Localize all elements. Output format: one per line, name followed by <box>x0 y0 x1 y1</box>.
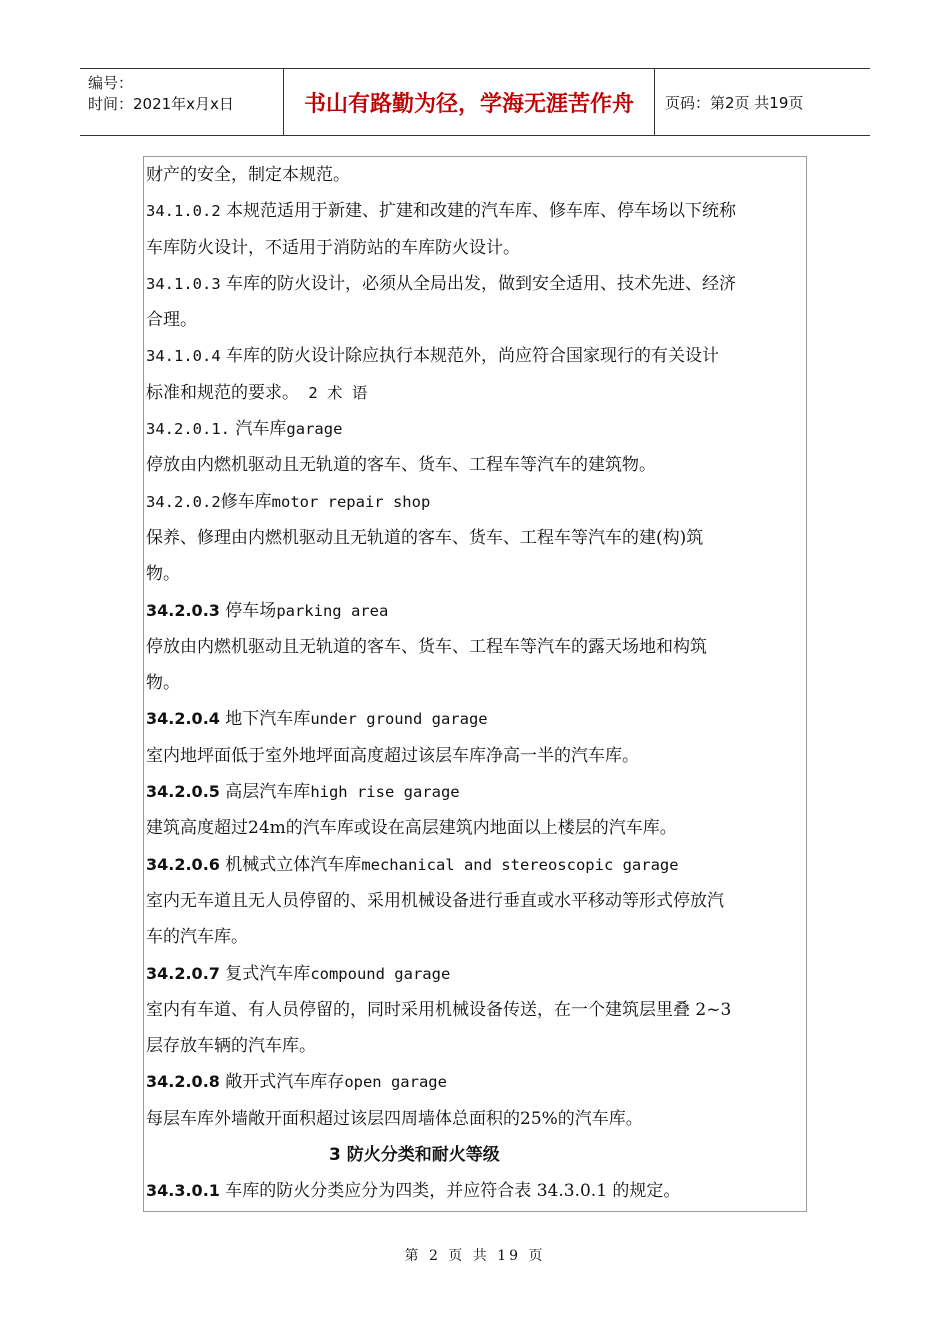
term-line <box>146 411 806 447</box>
clause-text: 车库的防火分类应分为四类，并应符合表 34.3.0.1 的规定。 <box>219 1181 681 1202</box>
term-en: parking area <box>276 601 389 620</box>
term-cn: 地下汽车库 <box>219 709 311 730</box>
clause-text: 本规范适用于新建、扩建和改建的汽车库、修车库、停车场以下统称 <box>220 201 737 222</box>
term-en: open garage <box>344 1073 447 1092</box>
text-line: 财产的安全，制定本规范。 <box>146 165 350 185</box>
clause-line <box>146 266 806 302</box>
definition-line: 建筑高度超过24m的汽车库或设在高层建筑内地面以上楼层的汽车库。 <box>146 818 677 839</box>
text-segment: 标准和规范的要求。 <box>146 382 299 403</box>
clause-line <box>146 1173 806 1209</box>
clause-number: 34.2.0.1. <box>146 420 230 439</box>
document-body <box>143 156 807 1212</box>
term-en: garage <box>286 420 343 439</box>
section-heading: 3 防火分类和耐火等级 <box>329 1145 500 1166</box>
definition-line: 物。 <box>146 564 180 585</box>
section-title-inline: 2 术 语 <box>299 383 368 402</box>
clause-line <box>146 338 806 374</box>
clause-number: 34.2.0.2 <box>146 492 221 511</box>
header-meta <box>80 69 283 135</box>
definition-line: 室内有车道、有人员停留的，同时采用机械设备传送，在一个建筑层里叠 2~3 <box>146 999 732 1020</box>
clause-number: 34.1.0.3 <box>146 274 221 293</box>
clause-number: 34.2.0.6 <box>146 854 220 874</box>
clause-number: 34.1.0.4 <box>146 347 221 366</box>
doc-time-label: 时间：2021年x月x日 <box>88 95 234 113</box>
term-en: high rise garage <box>310 783 460 802</box>
term-line <box>146 593 806 629</box>
term-cn: 汽车库 <box>230 419 287 440</box>
term-line <box>146 484 806 520</box>
header-page-info: 页码：第2页 共19页 <box>665 93 804 112</box>
doc-number-label: 编号： <box>88 74 134 92</box>
term-cn: 敞开式汽车库存 <box>219 1072 345 1093</box>
clause-number: 34.1.0.2 <box>146 202 221 221</box>
clause-number: 34.2.0.5 <box>146 782 220 802</box>
definition-line: 层存放车辆的汽车库。 <box>146 1036 316 1057</box>
definition-line: 每层车库外墙敞开面积超过该层四周墙体总面积的25%的汽车库。 <box>146 1108 643 1129</box>
definition-line: 室内地坪面低于室外地坪面高度超过该层车库净高一半的汽车库。 <box>146 745 639 766</box>
text-line <box>146 375 806 411</box>
clause-text: 车库的防火设计除应执行本规范外，尚应符合国家现行的有关设计 <box>220 346 720 367</box>
term-line <box>146 847 806 883</box>
term-line <box>146 1064 806 1100</box>
term-en: mechanical and stereoscopic garage <box>361 855 679 874</box>
clause-number: 34.2.0.4 <box>146 709 220 729</box>
term-cn: 机械式立体汽车库 <box>219 854 362 875</box>
clause-text: 车库的防火设计，必须从全局出发，做到安全适用、技术先进、经济 <box>220 273 737 294</box>
definition-line: 停放由内燃机驱动且无轨道的客车、货车、工程车等汽车的建筑物。 <box>146 455 656 476</box>
text-line: 合理。 <box>146 310 197 331</box>
text-line: 车库防火设计，不适用于消防站的车库防火设计。 <box>146 237 520 258</box>
term-line <box>146 774 806 810</box>
definition-line: 室内无车道且无人员停留的、采用机械设备进行垂直或水平移动等形式停放汽 <box>146 890 724 911</box>
definition-line: 停放由内燃机驱动且无轨道的客车、货车、工程车等汽车的露天场地和构筑 <box>146 636 707 657</box>
term-line <box>146 956 806 992</box>
term-line <box>146 701 806 737</box>
term-cn: 修车库 <box>220 491 272 512</box>
term-en: under ground garage <box>310 710 488 729</box>
clause-number: 34.3.0.1 <box>146 1181 220 1201</box>
term-cn: 复式汽车库 <box>219 963 311 984</box>
term-en: motor repair shop <box>271 492 431 511</box>
definition-line: 保养、修理由内燃机驱动且无轨道的客车、货车、工程车等汽车的建(构)筑 <box>146 527 704 548</box>
clause-number: 34.2.0.3 <box>146 600 220 620</box>
clause-number: 34.2.0.8 <box>146 1072 220 1092</box>
page-footer: 第 2 页 共 19 页 <box>404 1248 546 1264</box>
definition-line: 物。 <box>146 673 180 694</box>
clause-line <box>146 193 806 229</box>
term-cn: 高层汽车库 <box>219 782 311 803</box>
page-header <box>80 68 870 136</box>
definition-line: 车的汽车库。 <box>146 927 248 948</box>
term-en: compound garage <box>310 964 451 983</box>
header-motto: 书山有路勤为径，学海无涯苦作舟 <box>283 69 655 135</box>
clause-number: 34.2.0.7 <box>146 963 220 983</box>
term-cn: 停车场 <box>219 600 277 621</box>
